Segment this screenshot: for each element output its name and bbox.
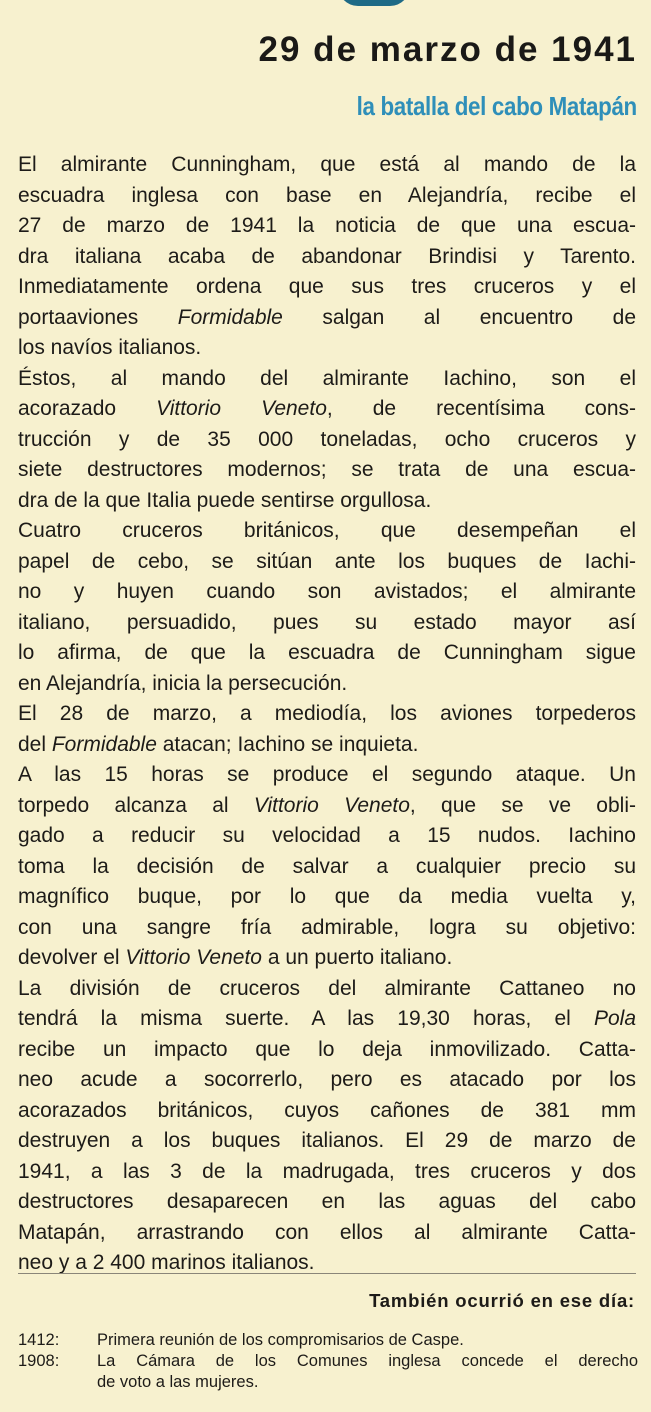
- article-line: [18, 1218, 636, 1249]
- article-line: [18, 1157, 636, 1188]
- article-line: [18, 150, 636, 181]
- article-line-italic: Formidable: [177, 305, 283, 329]
- article-line-italic: Pola: [593, 1007, 636, 1030]
- article-line-text: devolver el: [18, 946, 126, 969]
- article-line-text: 1941, a las 3 de la madrugada, tres cruceros y dos: [18, 1159, 636, 1183]
- article-line: [18, 272, 636, 303]
- article-line: [18, 1126, 636, 1157]
- article-line-text: gado a reducir su velocidad a 15 nudos. Iachino: [18, 824, 636, 847]
- article-line: [18, 608, 636, 639]
- event-text-line: Primera reunión de los compromisarios de Caspe.: [97, 1331, 464, 1349]
- event-item: [18, 1351, 638, 1393]
- article-line-text: siete destructores modernos; se trata de una escua-: [18, 458, 636, 481]
- article-line-text: portaaviones: [18, 305, 178, 329]
- article-line-text: recibe un impacto que lo deja inmovilizado. Catta-: [18, 1037, 636, 1061]
- article-line-text: La división de cruceros del almirante Cattaneo no: [18, 976, 636, 1000]
- article-line-italic: Vittorio Veneto: [125, 946, 262, 969]
- article-line-text: salgan al encuentro de: [282, 305, 636, 329]
- article-line-text: tendrá la misma suerte. A las 19,30 horas, el: [18, 1007, 594, 1030]
- article-line-text: los navíos italianos.: [18, 336, 202, 359]
- article-line-text: Matapán, arrastrando con ellos al almirante Catta-: [18, 1220, 636, 1244]
- article-line-italic: Vittorio Veneto: [253, 793, 410, 817]
- event-text: [97, 1351, 638, 1393]
- event-text-line: La Cámara de los Comunes inglesa concede el derecho: [97, 1352, 638, 1370]
- event-item: [18, 1330, 638, 1351]
- article-line: [18, 1065, 636, 1096]
- article-line: [18, 699, 636, 730]
- article-line: [18, 394, 636, 425]
- article-line-text: Cuatro cruceros británicos, que desempeñan el: [18, 519, 636, 542]
- article-line-text: toma la decisión de salvar a cualquier precio su: [18, 854, 636, 878]
- article-line: [18, 1096, 636, 1127]
- article-line-text: neo y a 2 400 marinos italianos.: [18, 1251, 315, 1274]
- article-line-text: acorazados británicos, cuyos cañones de 381 mm: [18, 1098, 636, 1122]
- article-line-text: El almirante Cunningham, que está al mando de la: [18, 153, 636, 176]
- article-line-text: del: [18, 732, 52, 756]
- article-line: [18, 211, 636, 242]
- article-line-text: italiano, persuadido, pues su estado mayor así: [18, 610, 636, 634]
- article-line: [18, 1187, 636, 1218]
- page-title: 29 de marzo de 1941: [258, 30, 637, 69]
- article-line: [18, 730, 636, 761]
- event-text-line: de voto a las mujeres.: [97, 1373, 259, 1391]
- article-line-text: Inmediatamente ordena que sus tres cruceros y el: [18, 275, 636, 298]
- article-line-text: 27 de marzo de 1941 la noticia de que una escua-: [18, 214, 636, 237]
- also-heading: También ocurrió en ese día:: [369, 1290, 635, 1311]
- article-line: [18, 364, 636, 395]
- article-line: [18, 577, 636, 608]
- article-line: [18, 333, 636, 364]
- article-line-text: con una sangre fría admirable, logra su objetivo:: [18, 915, 636, 939]
- article-line-text: atacan; Iachino se inquieta.: [156, 732, 419, 756]
- article-body: [18, 150, 636, 1279]
- event-text: [97, 1330, 638, 1351]
- section-divider: [18, 1273, 636, 1274]
- article-line-text: El 28 de marzo, a mediodía, los aviones torpederos: [18, 702, 636, 725]
- top-decoration: [338, 0, 410, 6]
- article-line: [18, 1004, 636, 1035]
- article-line-text: a un puerto italiano.: [261, 946, 453, 969]
- article-line-text: , de recentísima cons-: [326, 397, 637, 420]
- article-line: [18, 455, 636, 486]
- article-line-italic: Vittorio Veneto: [156, 397, 327, 420]
- article-line: [18, 242, 636, 273]
- article-line: [18, 516, 636, 547]
- article-line: [18, 943, 636, 974]
- event-year: 1412:: [18, 1331, 60, 1349]
- article-line: [18, 547, 636, 578]
- article-line: [18, 913, 636, 944]
- article-line-text: , que se ve obli-: [409, 793, 636, 817]
- page-subtitle: la batalla del cabo Matapán: [356, 91, 637, 121]
- article-line: [18, 486, 636, 517]
- events-list: [18, 1330, 638, 1393]
- article-line-text: en Alejandría, inicia la persecución.: [18, 671, 348, 695]
- article-line-text: dra italiana acaba de abandonar Brindisi y Tarento.: [18, 244, 636, 268]
- article-line-text: torpedo alcanza al: [18, 793, 254, 817]
- article-line-text: Éstos, al mando del almirante Iachino, son el: [18, 366, 636, 390]
- article-line: [18, 974, 636, 1005]
- article-line: [18, 821, 636, 852]
- article-line: [18, 181, 636, 212]
- article-line-text: neo acude a socorrerlo, pero es atacado por los: [18, 1068, 636, 1091]
- event-year: 1908:: [18, 1352, 60, 1370]
- article-line-text: lo afirma, de que la escuadra de Cunningham sigue: [18, 641, 636, 664]
- article-line-text: destruyen a los buques italianos. El 29 de marzo de: [18, 1129, 636, 1152]
- article-line-text: A las 15 horas se produce el segundo ataque. Un: [18, 763, 636, 786]
- article-line-text: acorazado: [18, 397, 157, 420]
- article-line: [18, 882, 636, 913]
- article-line: [18, 638, 636, 669]
- article-line: [18, 303, 636, 334]
- article-line-text: escuadra inglesa con base en Alejandría, recibe el: [18, 183, 636, 207]
- article-line: [18, 1035, 636, 1066]
- article-line-text: trucción y de 35 000 toneladas, ocho cruceros y: [18, 427, 636, 451]
- article-line: [18, 425, 636, 456]
- article-line: [18, 852, 636, 883]
- article-line-text: magnífico buque, por lo que da media vuelta y,: [18, 885, 636, 908]
- article-line-italic: Formidable: [51, 732, 157, 756]
- article-line-text: no y huyen cuando son avistados; el almirante: [18, 580, 636, 603]
- article-line: [18, 791, 636, 822]
- article-line: [18, 669, 636, 700]
- article-line: [18, 760, 636, 791]
- article-line-text: destructores desaparecen en las aguas del cabo: [18, 1190, 636, 1213]
- article-line-text: dra de la que Italia puede sentirse orgullosa.: [18, 488, 432, 512]
- article-line-text: papel de cebo, se sitúan ante los buques de Iachi-: [18, 549, 636, 573]
